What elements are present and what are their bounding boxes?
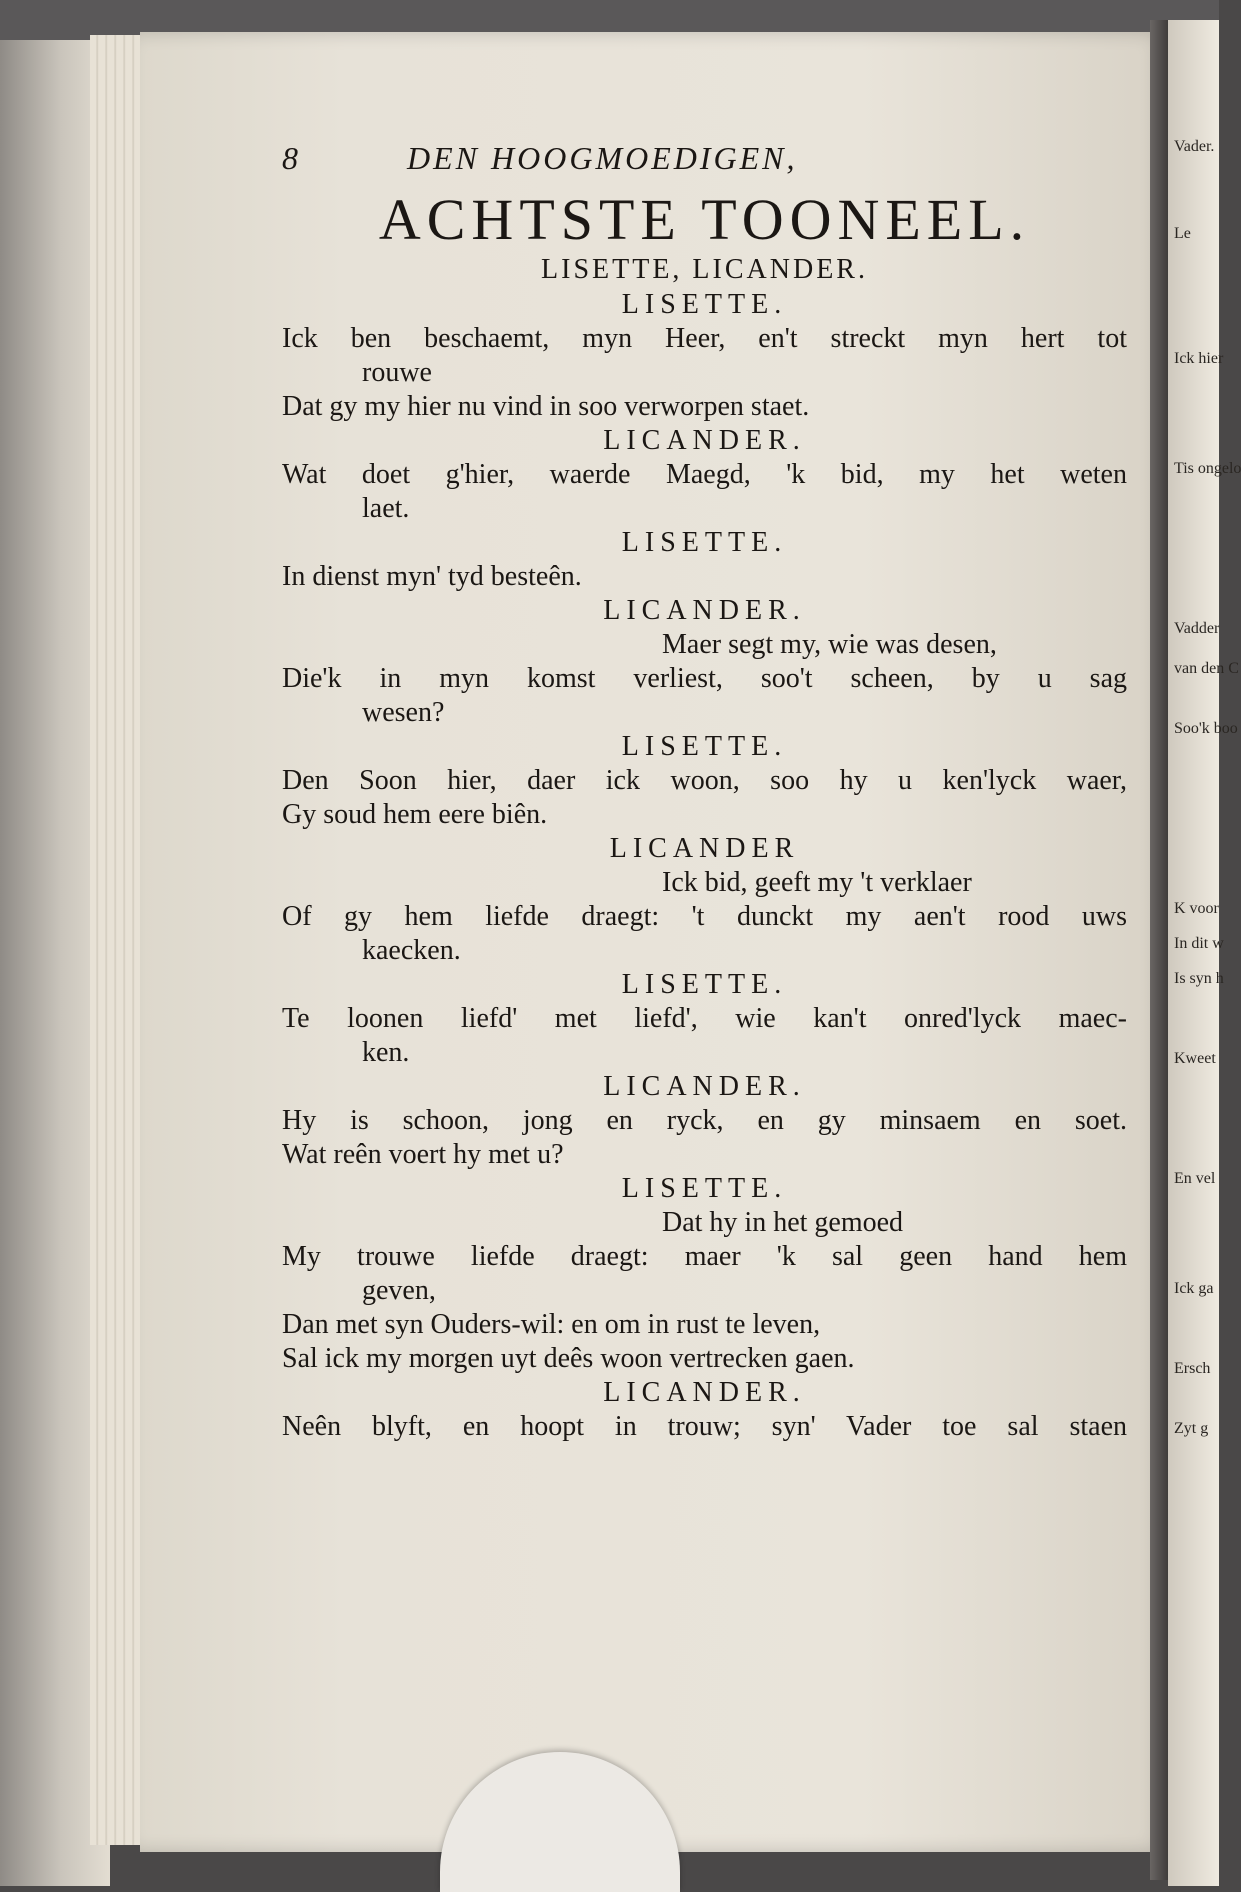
- next-page-fragment: Is syn h: [1174, 970, 1224, 987]
- next-page-fragment: Vadder: [1174, 620, 1220, 637]
- speaker-name: LICANDER.: [603, 1071, 806, 1102]
- verse-line: Sal ick my morgen uyt deês woon vertrecken gaen.: [282, 1343, 855, 1374]
- next-page-edge: [1168, 20, 1241, 1886]
- speaker-name: LISETTE.: [621, 527, 788, 558]
- next-page-fragment: Ersch: [1174, 1360, 1211, 1377]
- next-page-fragment: Zyt g: [1174, 1420, 1209, 1437]
- next-page-fragment: In dit w: [1174, 935, 1224, 952]
- verse-line: My trouwe liefde draegt: maer 'k sal geen hand hem: [282, 1241, 1127, 1272]
- verse-line: laet.: [362, 493, 410, 524]
- next-page-fragment: Vader.: [1174, 138, 1215, 155]
- running-header: [282, 140, 1127, 186]
- speaker-name: LICANDER.: [603, 595, 806, 626]
- next-page-fragment: Tis ongelo: [1174, 460, 1241, 477]
- next-page-fragment: van den C: [1174, 660, 1239, 677]
- verse-line: Die'k in myn komst verliest, soo't scheen, by u sag: [282, 663, 1127, 694]
- next-page-fragment: Ick hier: [1174, 350, 1224, 367]
- page-number: 8: [282, 140, 301, 176]
- verse-line: Of gy hem liefde draegt: 't dunckt my aen't rood uws: [282, 901, 1127, 932]
- verse-line: geven,: [362, 1275, 436, 1306]
- verse-line: Dan met syn Ouders-wil: en om in rust te leven,: [282, 1309, 821, 1340]
- speaker-name: LISETTE.: [621, 289, 788, 320]
- verse-line: kaecken.: [362, 935, 461, 966]
- verse-line: Ick ben beschaemt, myn Heer, en't streckt myn hert tot: [282, 323, 1127, 354]
- speaker-name: LICANDER.: [603, 1377, 806, 1408]
- verse-line: In dienst myn' tyd besteên.: [282, 561, 582, 592]
- verse-line: Maer segt my, wie was desen,: [662, 629, 997, 660]
- speaker-name: LISETTE.: [621, 1173, 788, 1204]
- page-text: [282, 140, 1127, 1444]
- next-page-fragment: K voor: [1174, 900, 1219, 917]
- verse-line: Gy soud hem eere biên.: [282, 799, 548, 830]
- speaker-name: LISETTE.: [621, 731, 788, 762]
- speaker-name: LICANDER: [609, 833, 800, 864]
- next-page-fragment: Ick ga: [1174, 1280, 1214, 1297]
- verse-line: Neên blyft, en hoopt in trouw; syn' Vader toe sal staen: [282, 1411, 1127, 1442]
- next-page-fragment: Soo'k boo: [1174, 720, 1238, 737]
- verse-line: Hy is schoon, jong en ryck, en gy minsaem en soet.: [282, 1105, 1127, 1136]
- scene-title: ACHTSTE TOONEEL.: [378, 187, 1031, 252]
- verse-line: ken.: [362, 1037, 410, 1068]
- verse-line: Te loonen liefd' met liefd', wie kan't onred'lyck maec-: [282, 1003, 1127, 1034]
- verse-line: Wat doet g'hier, waerde Maegd, 'k bid, my het weten: [282, 459, 1127, 490]
- running-title: DEN HOOGMOEDIGEN,: [407, 140, 798, 176]
- verse-line: Dat gy my hier nu vind in soo verworpen staet.: [282, 391, 810, 422]
- next-page-fragment: Le: [1174, 225, 1191, 242]
- verse-line: Dat hy in het gemoed: [662, 1207, 904, 1238]
- verse-line: Den Soon hier, daer ick woon, soo hy u ken'lyck waer,: [282, 765, 1127, 796]
- dialogue: [282, 288, 1127, 1444]
- verse-line: rouwe: [362, 357, 432, 388]
- speaker-name: LICANDER.: [603, 425, 806, 456]
- next-page-fragment: Kweet: [1174, 1050, 1216, 1067]
- verse-line: Ick bid, geeft my 't verklaer: [662, 867, 972, 898]
- next-page-fragment: En vel: [1174, 1170, 1216, 1187]
- verse-line: wesen?: [362, 697, 445, 728]
- speaker-name: LISETTE.: [621, 969, 788, 1000]
- scene-persons: LISETTE, LICANDER.: [541, 254, 868, 285]
- verse-line: Wat reên voert hy met u?: [282, 1139, 564, 1170]
